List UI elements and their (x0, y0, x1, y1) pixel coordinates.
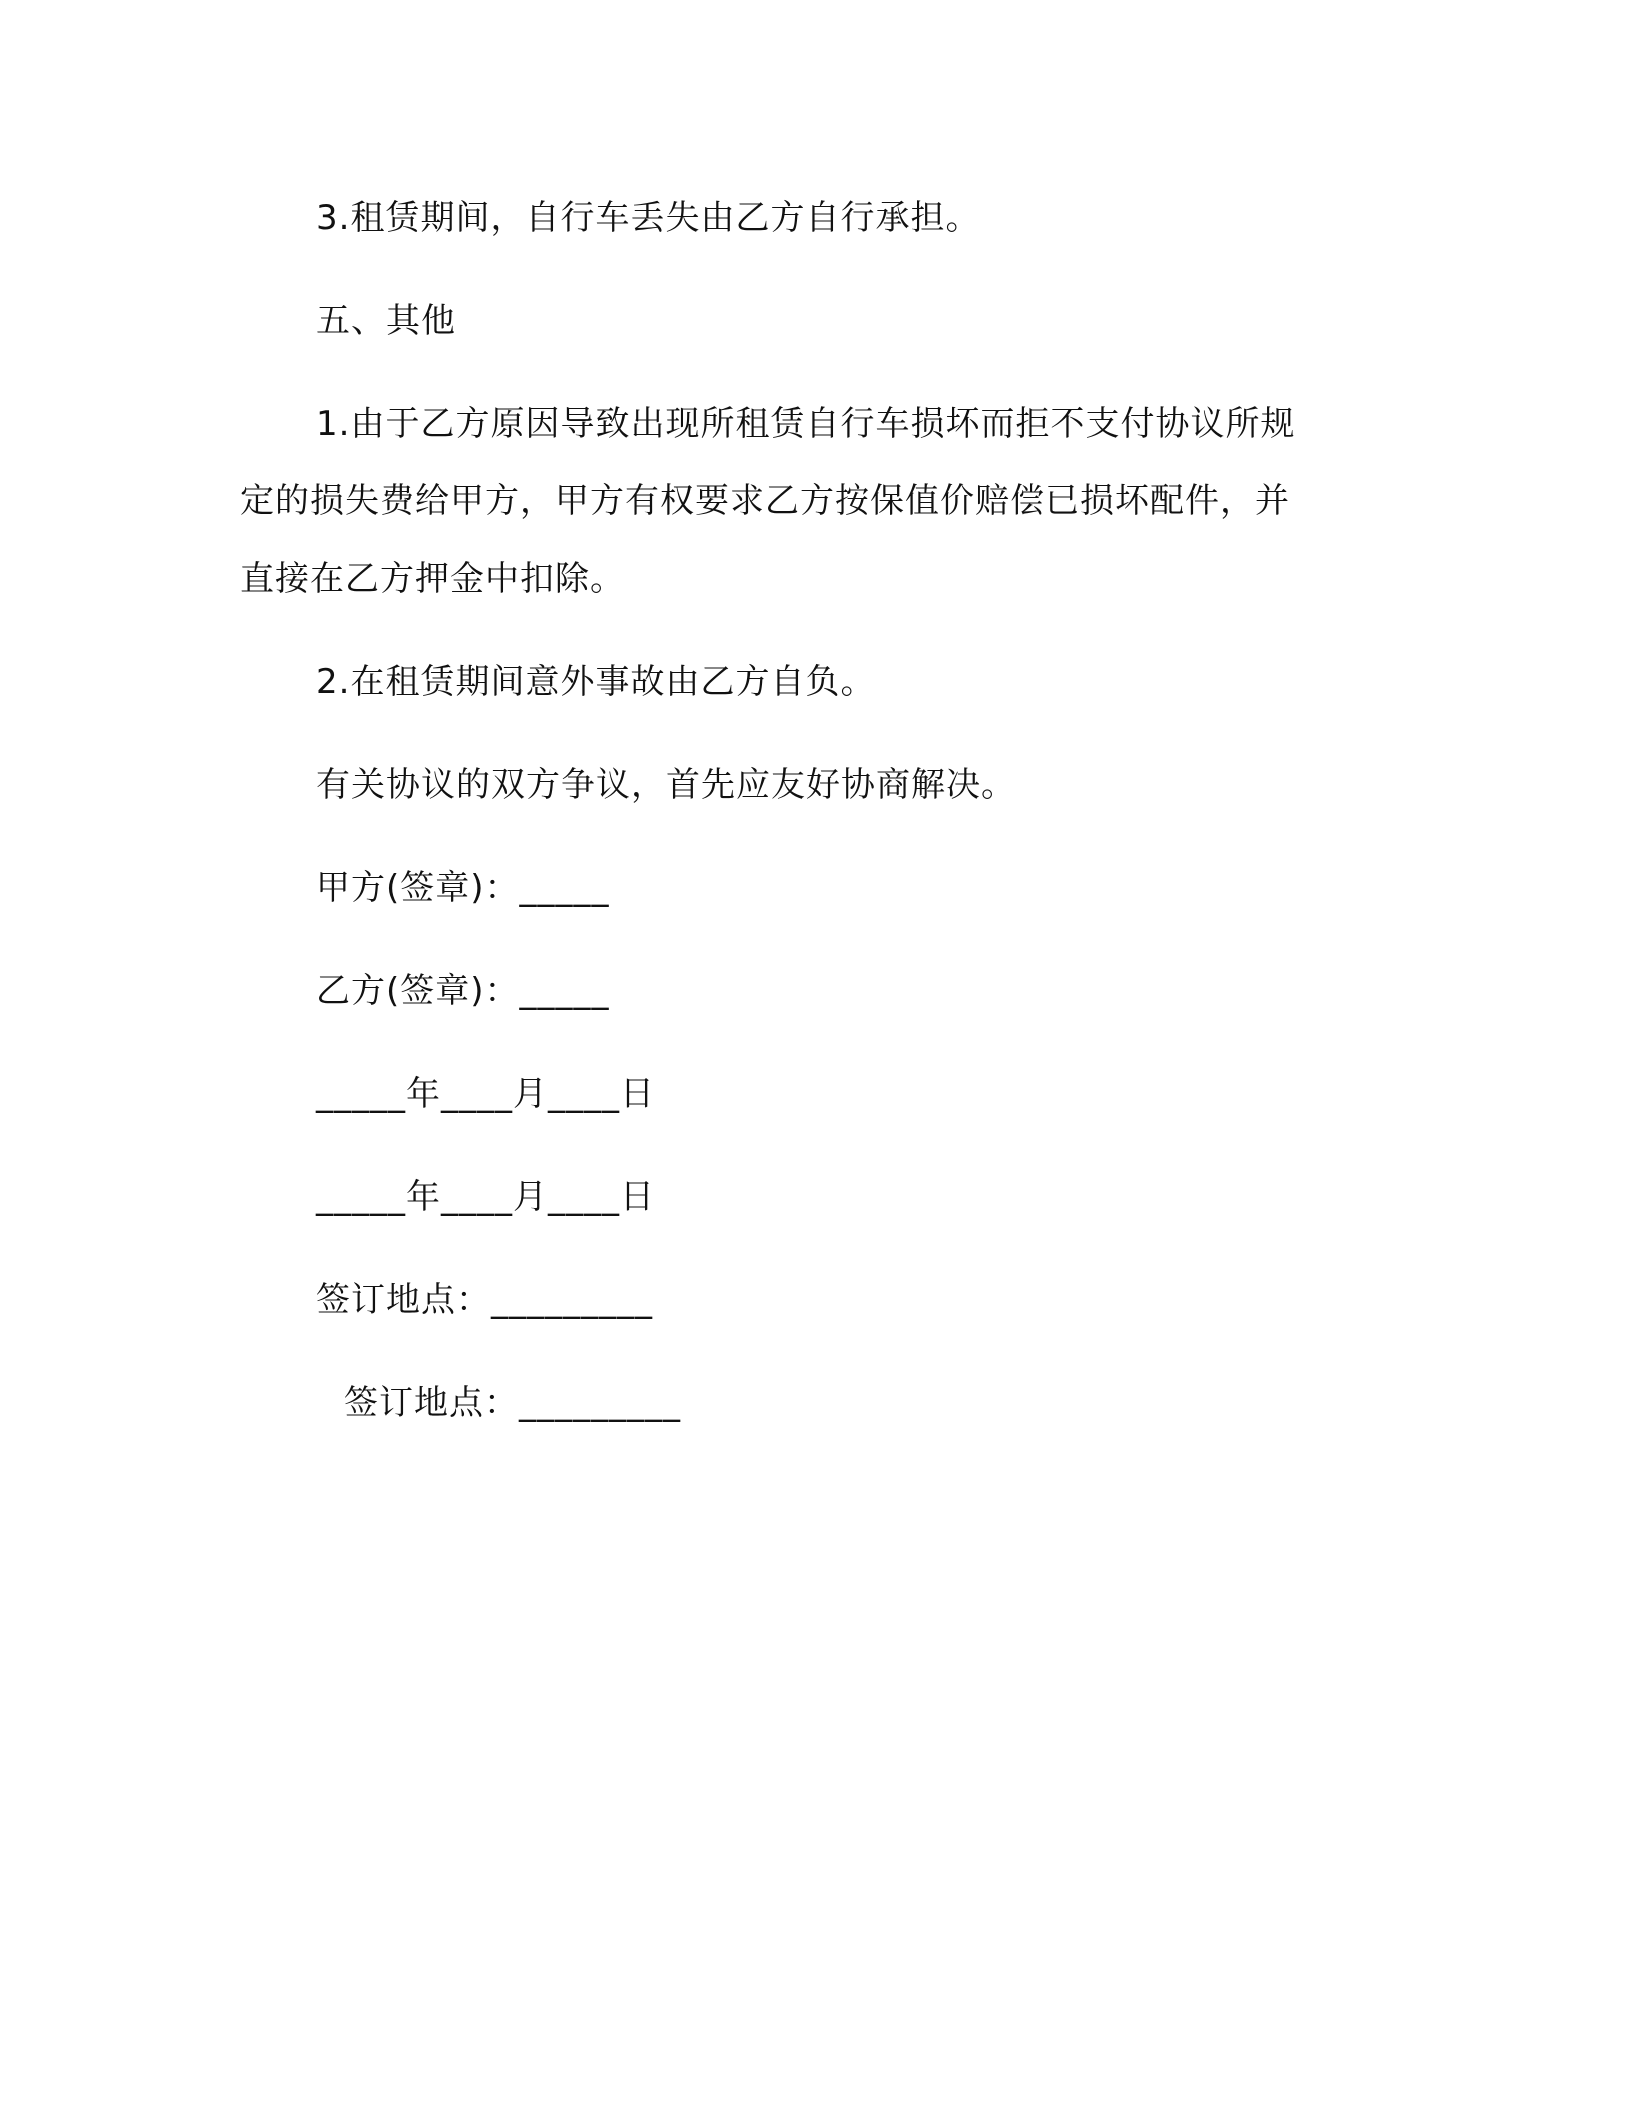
clause-2-accident: 2.在租赁期间意外事故由乙方自负。 (316, 662, 876, 702)
party-a-signature: 甲方(签章)：_____ (316, 868, 610, 908)
date-line-1: _____年____月____日 (316, 1074, 655, 1114)
clause-1-line-3: 直接在乙方押金中扣除。 (240, 559, 625, 599)
signing-place-1: 签订地点：_________ (316, 1280, 653, 1320)
signing-place-2: 签订地点：_________ (344, 1383, 681, 1423)
party-b-signature: 乙方(签章)：_____ (316, 971, 610, 1011)
date-line-2: _____年____月____日 (316, 1177, 655, 1217)
clause-1-line-1: 1.由于乙方原因导致出现所租赁自行车损坏而拒不支付协议所规 (316, 404, 1296, 444)
clause-1-line-2: 定的损失费给甲方，甲方有权要求乙方按保值价赔偿已损坏配件，并 (240, 481, 1290, 521)
section-5-heading: 五、其他 (316, 301, 456, 341)
dispute-clause: 有关协议的双方争议，首先应友好协商解决。 (316, 765, 1016, 805)
clause-3-loss: 3.租赁期间，自行车丢失由乙方自行承担。 (316, 198, 981, 238)
